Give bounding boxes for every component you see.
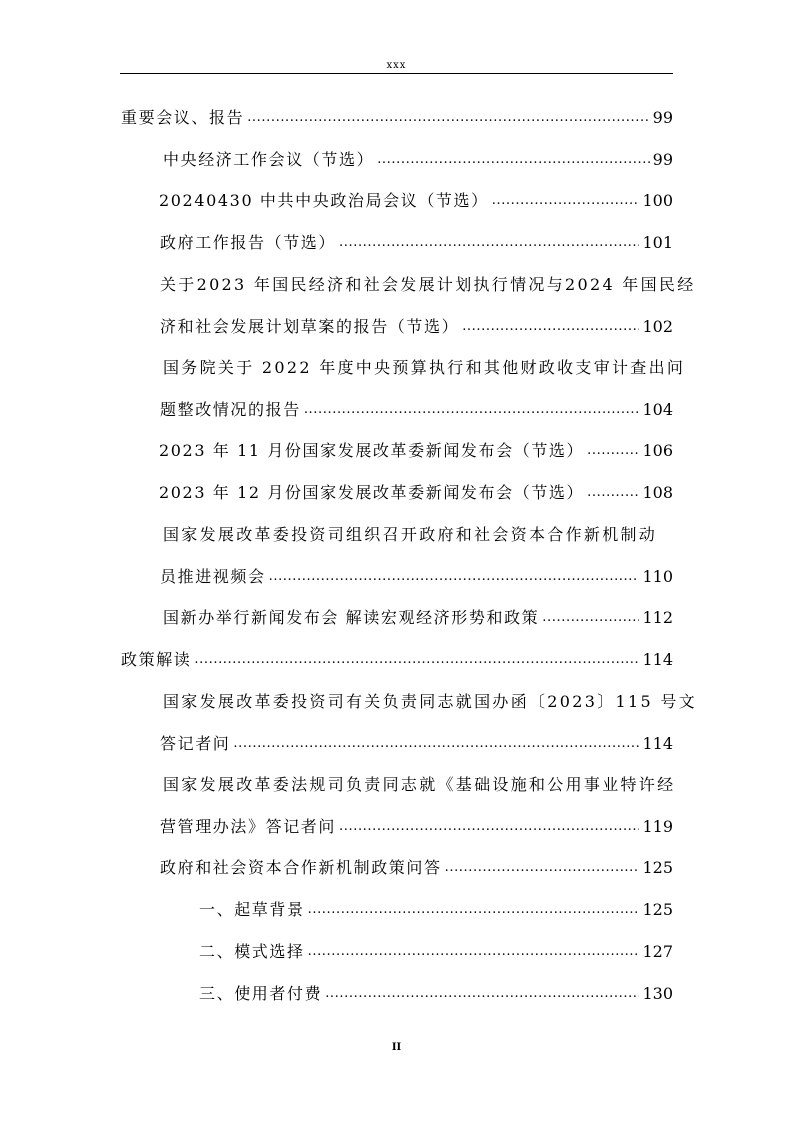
toc-entry-title: 关于2023 年国民经济和社会发展计划执行情况与2024 年国民经 bbox=[160, 275, 696, 294]
running-header: xxx bbox=[386, 60, 407, 71]
toc-leader-dots bbox=[445, 858, 640, 878]
toc-entry-title: 营管理办法》答记者问 bbox=[160, 817, 337, 836]
toc-leader-dots bbox=[377, 150, 649, 170]
toc-leader-dots bbox=[542, 608, 639, 628]
toc-entry-title: 员推进视频会 bbox=[160, 567, 266, 586]
toc-leader-dots bbox=[233, 734, 639, 754]
toc-entry-page: 99 bbox=[652, 108, 673, 127]
toc-entry-title: 答记者问 bbox=[160, 734, 231, 753]
toc-entry-title: 国新办举行新闻发布会 解读宏观经济形势和政策 bbox=[163, 608, 540, 627]
toc-entry-page: 102 bbox=[642, 317, 673, 336]
toc-entry-page: 130 bbox=[642, 984, 673, 1003]
toc-entry[interactable] bbox=[199, 896, 673, 920]
toc-entry[interactable] bbox=[199, 980, 673, 1004]
toc-leader-dots bbox=[194, 650, 639, 670]
toc-entry-line2[interactable] bbox=[160, 313, 673, 337]
toc-entry-title: 国家发展改革委投资司有关负责同志就国办函〔2023〕115 号文 bbox=[163, 692, 697, 711]
toc-leader-dots bbox=[587, 441, 639, 461]
toc-entry-title: 政策解读 bbox=[121, 650, 192, 669]
toc-entry-page: 110 bbox=[642, 567, 673, 586]
toc-entry-page: 119 bbox=[642, 817, 673, 836]
toc-entry-page: 108 bbox=[642, 483, 673, 502]
toc-entry[interactable] bbox=[159, 187, 673, 211]
toc-entry-title: 一、起草背景 bbox=[199, 900, 305, 919]
toc-entry-line2[interactable] bbox=[160, 396, 673, 420]
toc-entry-line2[interactable] bbox=[160, 813, 673, 837]
toc-entry-title: 2023 年 11 月份国家发展改革委新闻发布会（节选） bbox=[159, 441, 585, 460]
toc-entry-title: 重要会议、报告 bbox=[121, 108, 245, 127]
toc-entry-line1[interactable] bbox=[163, 771, 676, 795]
toc-entry-title: 2023 年 12 月份国家发展改革委新闻发布会（节选） bbox=[159, 483, 585, 502]
toc-entry[interactable] bbox=[199, 938, 673, 962]
toc-leader-dots bbox=[247, 108, 649, 128]
toc-entry-title: 政府工作报告（节选） bbox=[160, 233, 337, 252]
toc-entry-page: 125 bbox=[642, 858, 673, 877]
toc-entry-title: 题整改情况的报告 bbox=[160, 400, 301, 419]
toc-leader-dots bbox=[325, 984, 639, 1004]
toc-entry-page: 99 bbox=[652, 150, 673, 169]
toc-entry-title: 政府和社会资本合作新机制政策问答 bbox=[160, 858, 442, 877]
toc-entry-line2[interactable] bbox=[160, 563, 673, 587]
toc-leader-dots bbox=[308, 942, 640, 962]
toc-entry-page: 101 bbox=[642, 233, 673, 252]
toc-entry-line1[interactable] bbox=[163, 688, 697, 712]
toc-entry-page: 100 bbox=[642, 191, 673, 210]
toc-entry-page: 114 bbox=[642, 650, 673, 669]
toc-entry[interactable] bbox=[159, 479, 673, 503]
toc-leader-dots bbox=[492, 191, 640, 211]
toc-leader-dots bbox=[304, 400, 640, 420]
toc-entry[interactable] bbox=[163, 604, 673, 628]
toc-entry-line2[interactable] bbox=[160, 730, 673, 754]
toc-leader-dots bbox=[462, 317, 639, 337]
toc-leader-dots bbox=[339, 233, 639, 253]
toc-entry-line1[interactable] bbox=[160, 271, 696, 295]
toc-entry-line1[interactable] bbox=[163, 521, 673, 545]
toc-entry[interactable] bbox=[159, 437, 673, 461]
toc-entry[interactable] bbox=[163, 146, 673, 170]
toc-entry[interactable] bbox=[160, 229, 673, 253]
toc-entry-line1[interactable] bbox=[163, 354, 686, 378]
toc-entry-title: 中央经济工作会议（节选） bbox=[163, 150, 375, 169]
toc-entry-title: 三、使用者付费 bbox=[199, 984, 323, 1003]
toc-entry-title: 二、模式选择 bbox=[199, 942, 305, 961]
toc-entry-page: 112 bbox=[642, 608, 673, 627]
toc-entry[interactable] bbox=[160, 854, 673, 878]
toc-entry[interactable] bbox=[121, 646, 673, 670]
toc-entry-title: 20240430 中共中央政治局会议（节选） bbox=[159, 191, 489, 210]
toc-leader-dots bbox=[587, 483, 639, 503]
toc-entry-page: 114 bbox=[642, 734, 673, 753]
toc-leader-dots bbox=[269, 567, 640, 587]
toc-entry[interactable] bbox=[121, 104, 673, 128]
toc-leader-dots bbox=[308, 900, 640, 920]
toc-entry-page: 127 bbox=[642, 942, 673, 961]
toc-entry-title: 济和社会发展计划草案的报告（节选） bbox=[160, 317, 460, 336]
toc-entry-title: 国家发展改革委法规司负责同志就《基础设施和公用事业特许经 bbox=[163, 775, 676, 794]
page-number-footer: II bbox=[391, 1042, 402, 1053]
toc-entry-page: 106 bbox=[642, 441, 673, 460]
toc-entry-page: 104 bbox=[642, 400, 673, 419]
toc-entry-title: 国务院关于 2022 年度中央预算执行和其他财政收支审计查出问 bbox=[163, 358, 686, 377]
toc-leader-dots bbox=[339, 817, 639, 837]
toc-entry-title: 国家发展改革委投资司组织召开政府和社会资本合作新机制动 bbox=[163, 525, 658, 544]
toc-entry-page: 125 bbox=[642, 900, 673, 919]
